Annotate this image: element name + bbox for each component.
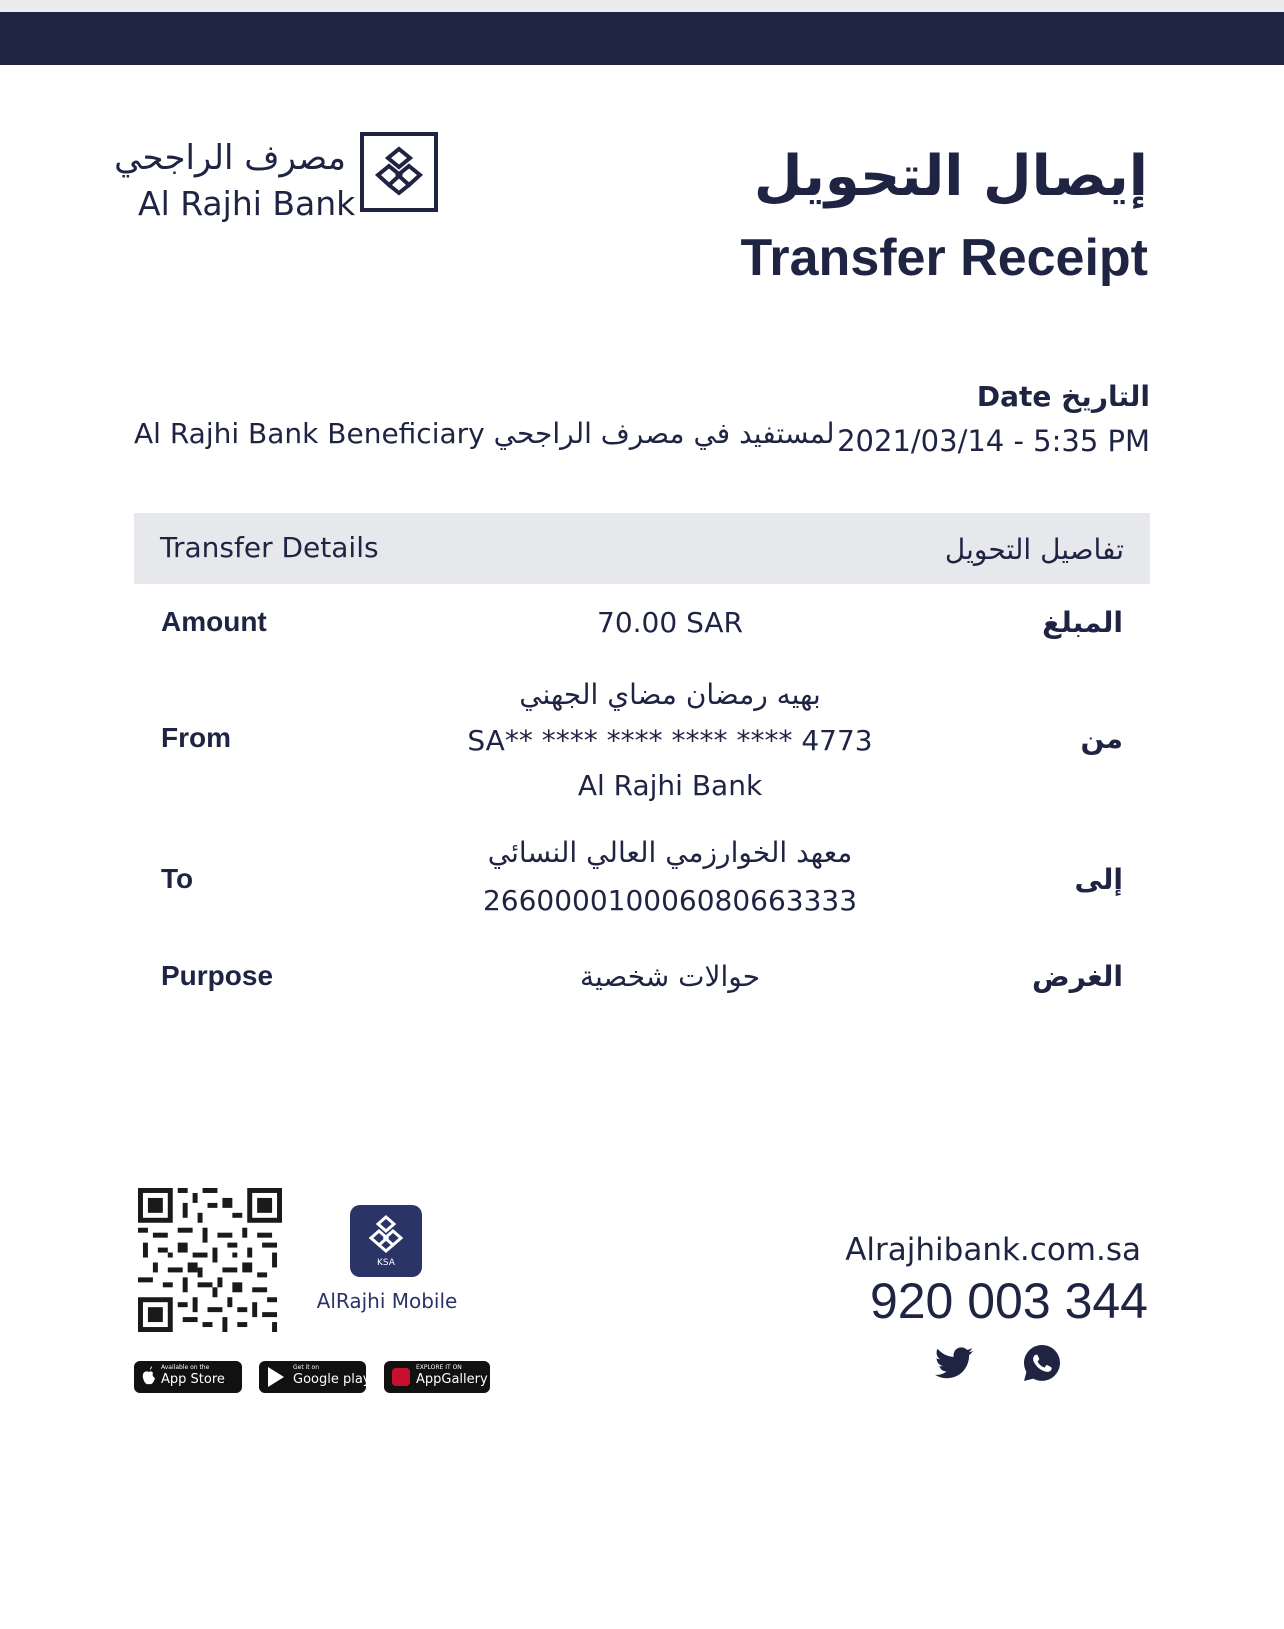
app-name: AlRajhi Mobile [316,1289,458,1313]
to-name: معهد الخوارزمي العالي النسائي [487,836,853,869]
purpose-label: Purpose [161,960,274,991]
bank-logo [114,132,440,223]
details-header-arabic: تفاصيل التحويل [944,533,1124,566]
huawei-icon [392,1366,410,1388]
app-gallery-big-text: AppGallery [416,1372,488,1387]
whatsapp-icon[interactable] [1024,1345,1060,1381]
purpose-value: حوالات شخصية [579,960,761,993]
receipt-page [0,12,1284,1629]
logo-english-text: Al Rajhi Bank [138,184,356,223]
amount-label-arabic: المبلغ [1042,606,1123,639]
logo-arabic-text: مصرف الراجحي [114,138,346,178]
app-store-small-text: Available on the [161,1364,210,1371]
amount-value: 70.00 SAR [597,606,743,639]
app-gallery-small-text: EXPLORE IT ON [416,1364,462,1371]
details-header-english: Transfer Details [160,531,379,564]
app-store-badge[interactable] [134,1361,242,1393]
from-label-arabic: من [1080,722,1123,755]
al-rajhi-logo-icon [360,132,438,212]
date-value: 2021/03/14 - 5:35 PM [837,424,1150,458]
app-store-big-text: App Store [161,1372,225,1387]
apple-icon [142,1366,156,1386]
from-name: بهيه رمضان مضاي الجهني [519,678,821,711]
bank-phone[interactable]: 920 003 344 [869,1273,1148,1329]
google-play-badge[interactable] [259,1361,371,1393]
page-title-arabic: إيصال التحويل [753,144,1148,209]
page-title: Transfer Receipt [740,229,1148,287]
google-play-big-text: Google play [293,1372,371,1387]
from-bank: Al Rajhi Bank [577,769,763,802]
to-label: To [161,863,194,894]
app-gallery-badge[interactable] [384,1361,490,1393]
top-bar [0,12,1284,65]
alrajhi-mobile-app-icon[interactable] [350,1205,422,1277]
transfer-details-header [134,513,1150,584]
from-label: From [161,722,231,753]
twitter-icon[interactable] [935,1346,973,1380]
qr-code-icon [138,1188,282,1332]
from-account: SA** **** **** **** **** 4773 [467,724,873,757]
google-play-icon [267,1366,285,1388]
amount-label: Amount [161,606,267,637]
google-play-small-text: Get it on [293,1364,320,1371]
to-account: 2660000100060806633​33 [482,884,858,917]
date-label: Date التاريخ [976,380,1150,413]
beneficiary-type: Al Rajhi Bank Beneficiary لمستفيد في مصرف الراجحي [134,417,835,450]
bank-website[interactable]: Alrajhibank.com.sa [845,1232,1141,1268]
to-label-arabic: إلى [1074,863,1123,896]
app-badge-text: KSA [377,1258,395,1268]
purpose-label-arabic: الغرض [1032,960,1123,993]
